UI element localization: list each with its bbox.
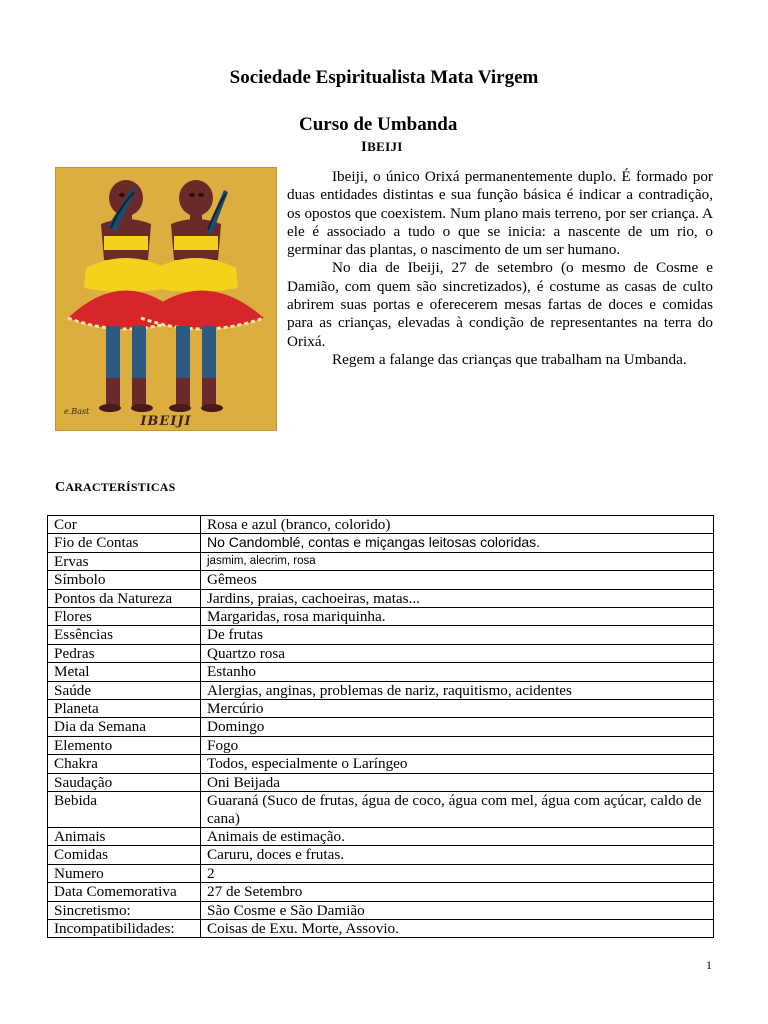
- table-row: [48, 644, 714, 662]
- table-row: [48, 663, 714, 681]
- row-label: Símbolo: [48, 571, 201, 589]
- page-title: Sociedade Espiritualista Mata Virgem: [229, 67, 539, 88]
- table-row: [48, 792, 714, 828]
- characteristics-heading: [55, 480, 175, 496]
- course-title: Curso de Umbanda: [299, 114, 458, 135]
- row-value: 2: [201, 864, 714, 882]
- row-label: Chakra: [48, 755, 201, 773]
- row-value: Oni Beijada: [201, 773, 714, 791]
- row-value: Fogo: [201, 736, 714, 754]
- table-row: [48, 883, 714, 901]
- row-label: Cor: [48, 516, 201, 534]
- row-label: Dia da Semana: [48, 718, 201, 736]
- row-label: Pedras: [48, 644, 201, 662]
- row-value: De frutas: [201, 626, 714, 644]
- row-value: Alergias, anginas, problemas de nariz, raquitismo, acidentes: [201, 681, 714, 699]
- row-value: São Cosme e São Damião: [201, 901, 714, 919]
- row-label: Ervas: [48, 552, 201, 570]
- row-value: Caruru, doces e frutas.: [201, 846, 714, 864]
- table-row: [48, 755, 714, 773]
- characteristics-table: [47, 515, 714, 938]
- intro-paragraph-1: Ibeiji, o único Orixá permanentemente duplo. É formado por duas entidades distintas e sua função básica é indicar a contradição, os opostos que coexistem. Num plano mais terreno, por ser criança. A ele é associado a tudo o que se inicia: a nascente de um rio, o germinar das plantas, o nascimento de um ser humano.: [287, 168, 713, 259]
- table-row: [48, 571, 714, 589]
- row-label: Metal: [48, 663, 201, 681]
- table-row: [48, 919, 714, 937]
- page-number: 1: [706, 958, 712, 972]
- table-row: [48, 773, 714, 791]
- row-value: Gêmeos: [201, 571, 714, 589]
- characteristics-table-body: [48, 516, 714, 938]
- row-label: Fio de Contas: [48, 534, 201, 552]
- row-value: Quartzo rosa: [201, 644, 714, 662]
- row-label: Flores: [48, 608, 201, 626]
- row-value: Estanho: [201, 663, 714, 681]
- table-row: [48, 608, 714, 626]
- table-row: [48, 516, 714, 534]
- row-label: Animais: [48, 827, 201, 845]
- row-label: Pontos da Natureza: [48, 589, 201, 607]
- row-label: Saudação: [48, 773, 201, 791]
- row-value: Animais de estimação.: [201, 827, 714, 845]
- row-label: Essências: [48, 626, 201, 644]
- row-value: Margaridas, rosa mariquinha.: [201, 608, 714, 626]
- table-row: [48, 626, 714, 644]
- row-label: Bebida: [48, 792, 201, 828]
- characteristics-rest: ARACTERÍSTICAS: [65, 480, 176, 494]
- table-row: [48, 736, 714, 754]
- row-value: Guaraná (Suco de frutas, água de coco, água com mel, água com açúcar, caldo de cana): [201, 792, 714, 828]
- table-row: [48, 846, 714, 864]
- row-label: Comidas: [48, 846, 201, 864]
- table-row: [48, 827, 714, 845]
- artist-signature: e.Bast: [64, 407, 90, 416]
- row-label: Data Comemorativa: [48, 883, 201, 901]
- row-label: Numero: [48, 864, 201, 882]
- row-label: Saúde: [48, 681, 201, 699]
- table-row: [48, 552, 714, 570]
- row-value: Rosa e azul (branco, colorido): [201, 516, 714, 534]
- subtitle-rest: BEIJI: [367, 139, 403, 154]
- row-value: Mercúrio: [201, 700, 714, 718]
- row-label: Planeta: [48, 700, 201, 718]
- ibeiji-illustration: [55, 167, 277, 431]
- row-value: No Candomblé, contas e miçangas leitosas coloridas.: [201, 534, 714, 552]
- row-label: Elemento: [48, 736, 201, 754]
- illustration-caption: IBEIJI: [140, 414, 192, 429]
- twins-artwork: [56, 168, 276, 430]
- row-value: Jardins, praias, cachoeiras, matas...: [201, 589, 714, 607]
- table-row: [48, 534, 714, 552]
- intro-paragraph-2: No dia de Ibeiji, 27 de setembro (o mesmo de Cosme e Damião, com quem são sincretizados), é costume as casas de culto abrirem suas portas e oferecerem mesas fartas de doces e comidas para as crianças, elevadas à condição de representantes na terra do Orixá.: [287, 259, 713, 350]
- table-row: [48, 589, 714, 607]
- subtitle-initial: I: [361, 139, 368, 155]
- row-value: Todos, especialmente o Laríngeo: [201, 755, 714, 773]
- row-label: Sincretismo:: [48, 901, 201, 919]
- table-row: [48, 681, 714, 699]
- row-value: Domingo: [201, 718, 714, 736]
- intro-text: [287, 168, 713, 369]
- table-row: [48, 700, 714, 718]
- characteristics-initial: C: [55, 480, 66, 495]
- row-value: jasmim, alecrim, rosa: [201, 552, 714, 570]
- table-row: [48, 901, 714, 919]
- table-row: [48, 718, 714, 736]
- row-label: Incompatibilidades:: [48, 919, 201, 937]
- section-subtitle: [361, 139, 403, 156]
- row-value: 27 de Setembro: [201, 883, 714, 901]
- intro-paragraph-3: Regem a falange das crianças que trabalham na Umbanda.: [332, 350, 687, 368]
- table-row: [48, 864, 714, 882]
- row-value: Coisas de Exu. Morte, Assovio.: [201, 919, 714, 937]
